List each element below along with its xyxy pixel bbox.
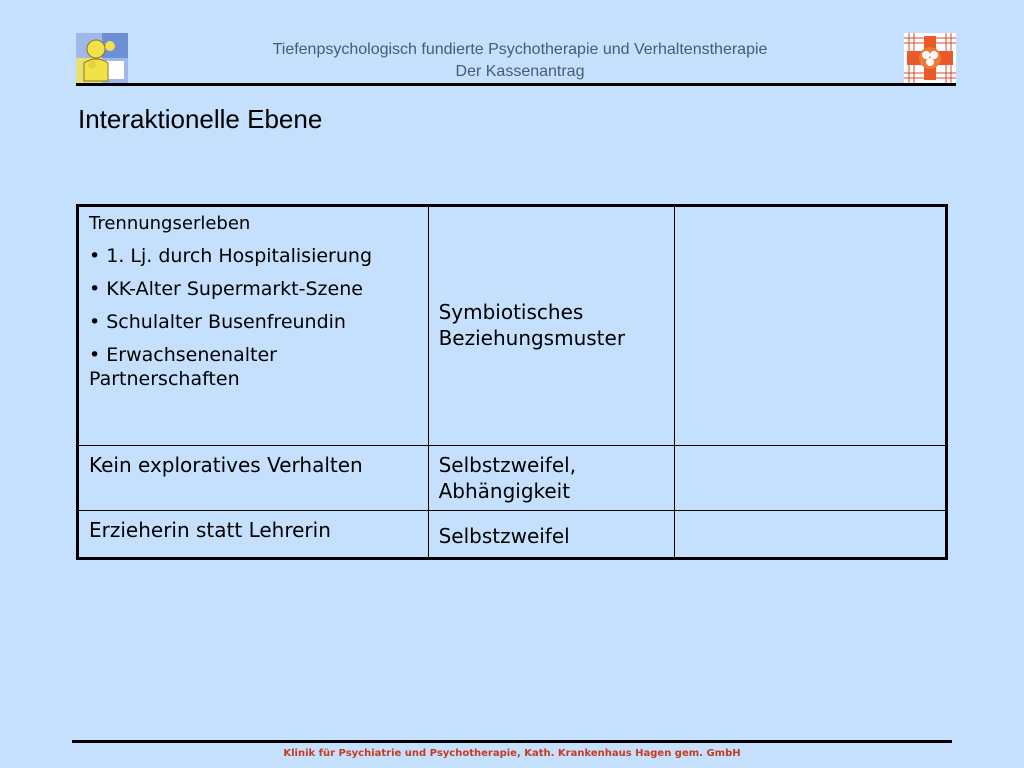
cell-text: Kein exploratives Verhalten bbox=[89, 453, 363, 477]
cell-text: Symbiotisches Beziehungsmuster bbox=[438, 300, 626, 350]
cell-text: Selbstzweifel, Abhängigkeit bbox=[438, 453, 577, 503]
clinic-cross-icon bbox=[904, 33, 956, 83]
content-table bbox=[76, 204, 948, 560]
footer-text: Klinik für Psychiatrie und Psychotherapie, Kath. Krankenhaus Hagen gem. GmbH bbox=[283, 748, 741, 759]
table-cell bbox=[78, 446, 429, 511]
table-row bbox=[78, 511, 947, 559]
cell-text: Erzieherin statt Lehrerin bbox=[89, 518, 331, 542]
cell-heading: Trennungserleben bbox=[89, 213, 251, 234]
table-cell bbox=[675, 206, 947, 446]
table-cell bbox=[428, 206, 675, 446]
table-row bbox=[78, 206, 947, 446]
table-cell bbox=[428, 446, 675, 511]
table-cell bbox=[675, 446, 947, 511]
list-item: • Erwachsenenalter Partnerschaften bbox=[89, 344, 277, 390]
list-item: • Schulalter Busenfreundin bbox=[89, 311, 346, 333]
table-row bbox=[78, 446, 947, 511]
list-item: • 1. Lj. durch Hospitalisierung bbox=[89, 245, 373, 267]
cell-text: Selbstzweifel bbox=[438, 524, 570, 548]
table-cell bbox=[675, 511, 947, 559]
header-title-line2: Der Kassenantrag bbox=[455, 63, 585, 80]
table-cell bbox=[78, 206, 429, 446]
header-title bbox=[140, 39, 900, 83]
header-title-line1: Tiefenpsychologisch fundierte Psychotherapie und Verhaltenstherapie bbox=[272, 41, 768, 58]
header-divider bbox=[76, 83, 956, 86]
list-item: • KK-Alter Supermarkt-Szene bbox=[89, 278, 363, 300]
footer-divider bbox=[72, 740, 952, 743]
puzzle-figure-icon bbox=[76, 33, 128, 83]
slide-heading: Interaktionelle Ebene bbox=[78, 104, 323, 134]
table-cell bbox=[428, 511, 675, 559]
table-cell bbox=[78, 511, 429, 559]
bullet-list bbox=[89, 244, 418, 391]
